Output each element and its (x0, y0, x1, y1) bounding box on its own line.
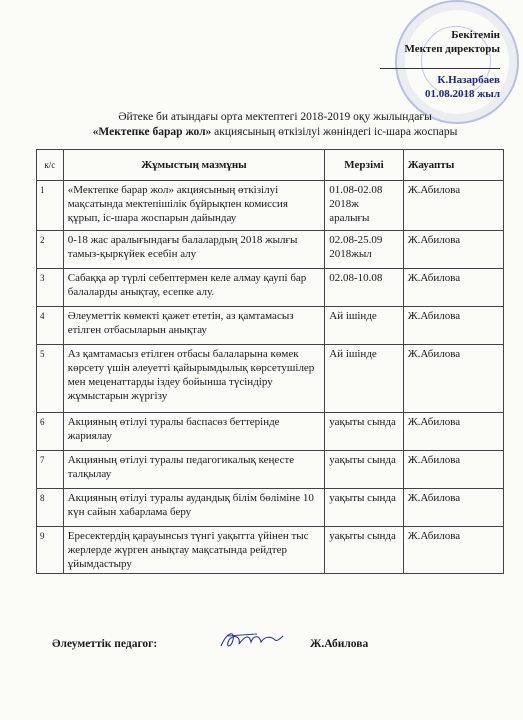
table-row (37, 345, 504, 413)
row-responsible: Ж.Абилова (403, 181, 503, 231)
title-line-2-rest: акциясының өткізілуі жөніндегі іс-шара жоспары (211, 126, 458, 138)
row-number: 9 (37, 527, 64, 574)
row-responsible: Ж.Абилова (403, 489, 503, 527)
handwritten-signature (217, 626, 287, 654)
approval-name: К.Назарбаев (437, 74, 500, 86)
row-responsible: Ж.Абилова (403, 307, 503, 345)
row-content: Әлеуметтік көмекті қажет ететін, аз қамтамасыз етілген отбасыларын анықтау (63, 307, 325, 345)
row-responsible: Ж.Абилова (403, 269, 503, 307)
row-number: 3 (37, 269, 64, 307)
row-number: 1 (37, 181, 64, 231)
table-row (37, 413, 504, 451)
table-row (37, 489, 504, 527)
footer-role: Әлеуметтік педагог: (52, 638, 158, 650)
row-date: 01.08-02.08 2018ж аралығы (325, 181, 403, 231)
row-number: 4 (37, 307, 64, 345)
header-content: Жұмыстың мазмұны (63, 150, 325, 181)
row-responsible: Ж.Абилова (403, 345, 503, 413)
row-date: Ай ішінде (325, 345, 403, 413)
row-number: 7 (37, 451, 64, 489)
table-row (37, 181, 504, 231)
plan-table (36, 149, 504, 574)
row-responsible: Ж.Абилова (403, 451, 503, 489)
row-content: Сабаққа әр түрлі себептермен келе алмау қаупі бар балаларды анықтау, есепке алу. (63, 269, 325, 307)
row-content: Ересектердің қарауынсыз түнгі уақытта үйінен тыс жерлерде жүрген анықтау мақсатында рейдтер ұйымдастыру (63, 527, 325, 574)
table-row (37, 527, 504, 574)
approval-block (380, 28, 500, 101)
row-responsible: Ж.Абилова (403, 413, 503, 451)
title-action-name: «Мектепке барар жол» (92, 126, 212, 138)
header-date: Мерзімі (325, 150, 403, 181)
row-date: 02.08-10.08 (325, 269, 403, 307)
row-content: Аз қамтамасыз етілген отбасы балаларына көмек көрсету үшін әлеуетті қайырымдылық көрсетушілер мен меценаттарды іздеу бойынша түсіндіру жұмыстарын жүргізу (63, 345, 325, 413)
approval-position: Мектеп директоры (404, 43, 500, 55)
row-date: уақыты сында (325, 489, 403, 527)
row-content: 0-18 жас аралығындағы балалардың 2018 жылғы тамыз-қыркүйек есебін алу (63, 231, 325, 269)
row-number: 5 (37, 345, 64, 413)
table-body (37, 181, 504, 574)
row-number: 2 (37, 231, 64, 269)
title-line-2 (40, 125, 510, 140)
approval-date: 01.08.2018 жыл (425, 88, 500, 100)
header-responsible: Жауапты (403, 150, 503, 181)
approval-signature-line (380, 58, 500, 69)
row-number: 8 (37, 489, 64, 527)
row-number: 6 (37, 413, 64, 451)
row-date: 02.08-25.09 2018жыл (325, 231, 403, 269)
row-responsible: Ж.Абилова (403, 231, 503, 269)
row-date: уақыты сында (325, 527, 403, 574)
row-responsible: Ж.Абилова (403, 527, 503, 574)
table-header-row (37, 150, 504, 181)
row-date: Ай ішінде (325, 307, 403, 345)
table-row (37, 231, 504, 269)
header-num: к/с (37, 150, 64, 181)
row-content: Акцияның өтілуі туралы педагогикалық кеңесте талқылау (63, 451, 325, 489)
row-content: Акцияның өтілуі туралы аудандық білім бөліміне 10 күн сайын хабарлама беру (63, 489, 325, 527)
table-row (37, 269, 504, 307)
row-date: уақыты сында (325, 413, 403, 451)
row-content: Акцияның өтілуі туралы баспасөз беттерінде жариялау (63, 413, 325, 451)
document-title (40, 110, 510, 140)
table-row (37, 451, 504, 489)
approval-heading: Бекітемін (451, 29, 500, 41)
title-line-1: Әйтеке би атындағы орта мектептегі 2018-2019 оқу жылындағы (118, 111, 432, 123)
table-row (37, 307, 504, 345)
footer-name: Ж.Абилова (310, 638, 369, 650)
row-date: уақыты сында (325, 451, 403, 489)
row-content: «Мектепке барар жол» акциясының өткізілуі мақсатында мектепішілік бұйрықпен комиссия құрып, іс-шара жоспарын дайындау (63, 181, 325, 231)
